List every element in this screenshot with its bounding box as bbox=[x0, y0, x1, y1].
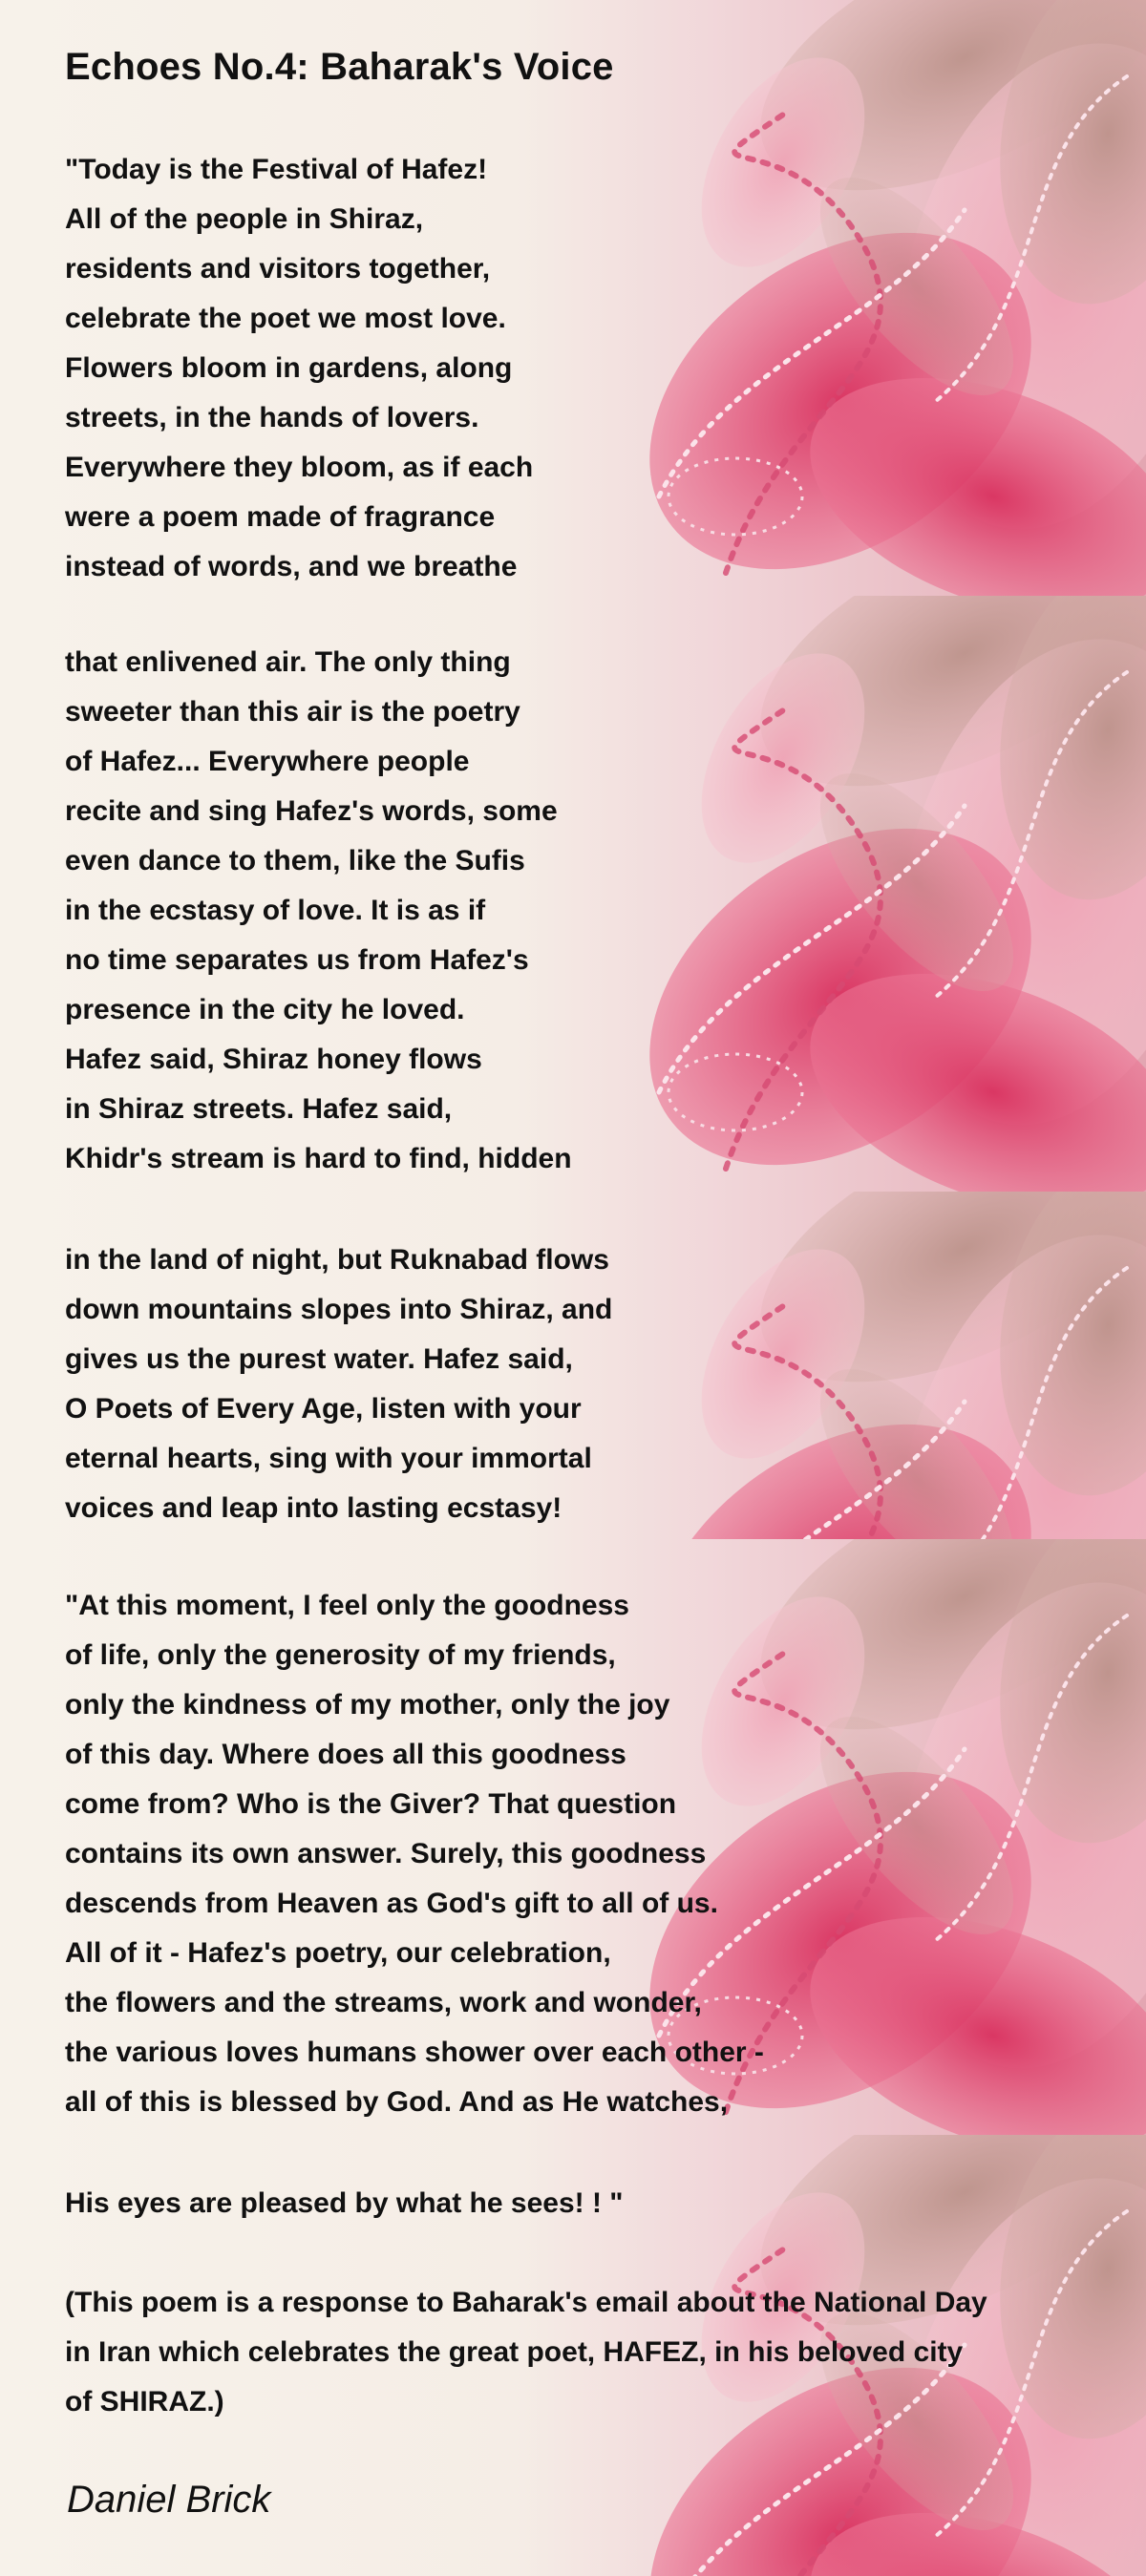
poem-stanza bbox=[65, 2179, 624, 2228]
poem-line: All of the people in Shiraz, bbox=[65, 203, 424, 235]
poem-line: were a poem made of fragrance bbox=[65, 501, 496, 533]
poem-line: in the ecstasy of love. It is as if bbox=[65, 895, 486, 926]
poem-line: that enlivened air. The only thing bbox=[65, 646, 511, 678]
poem-line: voices and leap into lasting ecstasy! bbox=[65, 1492, 562, 1524]
poem-line: in the land of night, but Ruknabad flows bbox=[65, 1244, 609, 1276]
poem-line: Flowers bloom in gardens, along bbox=[65, 352, 513, 384]
poem-line: instead of words, and we breathe bbox=[65, 551, 518, 582]
poem-line: contains its own answer. Surely, this goodness bbox=[65, 1838, 707, 1869]
poem-line: His eyes are pleased by what he sees! ! " bbox=[65, 2187, 624, 2219]
poem-line: streets, in the hands of lovers. bbox=[65, 402, 479, 433]
poem-line: the various loves humans shower over each other - bbox=[65, 2037, 764, 2068]
poem-line: (This poem is a response to Baharak's email about the National Day bbox=[65, 2287, 987, 2318]
poem-line: sweeter than this air is the poetry bbox=[65, 696, 520, 728]
poem-line: the flowers and the streams, work and wonder, bbox=[65, 1987, 702, 2018]
poem-line: Everywhere they bloom, as if each bbox=[65, 452, 534, 483]
poem-line: Hafez said, Shiraz honey flows bbox=[65, 1044, 482, 1075]
poem-line: gives us the purest water. Hafez said, bbox=[65, 1343, 573, 1375]
poem-line: all of this is blessed by God. And as He watches, bbox=[65, 2086, 729, 2118]
poem-line: in Shiraz streets. Hafez said, bbox=[65, 1093, 453, 1125]
poem-author: Daniel Brick bbox=[67, 2479, 271, 2521]
poem-line: Khidr's stream is hard to find, hidden bbox=[65, 1143, 572, 1174]
poem-line: descends from Heaven as God's gift to all of us. bbox=[65, 1888, 718, 1919]
poem-line: down mountains slopes into Shiraz, and bbox=[65, 1294, 613, 1325]
poem-line: even dance to them, like the Sufis bbox=[65, 845, 525, 876]
poem-line: in Iran which celebrates the great poet, HAFEZ, in his beloved city bbox=[65, 2336, 964, 2368]
poem-line: of SHIRAZ.) bbox=[65, 2386, 224, 2418]
poem-stanza bbox=[65, 145, 533, 592]
poem-line: presence in the city he loved. bbox=[65, 994, 465, 1025]
poem-line: residents and visitors together, bbox=[65, 253, 491, 285]
poem-line: O Poets of Every Age, listen with your bbox=[65, 1393, 582, 1425]
poem-line: of this day. Where does all this goodness bbox=[65, 1739, 626, 1770]
poem-line: eternal hearts, sing with your immortal bbox=[65, 1443, 592, 1474]
poem-line: come from? Who is the Giver? That question bbox=[65, 1788, 677, 1820]
poem-title: Echoes No.4: Baharak's Voice bbox=[65, 46, 614, 88]
poem-line: "Today is the Festival of Hafez! bbox=[65, 154, 488, 185]
poem-line: celebrate the poet we most love. bbox=[65, 303, 506, 334]
poem-line: of life, only the generosity of my friends, bbox=[65, 1639, 616, 1671]
poem-note bbox=[65, 2278, 987, 2427]
poem-stanza bbox=[65, 1235, 612, 1533]
poem-line: recite and sing Hafez's words, some bbox=[65, 795, 558, 827]
poem-line: All of it - Hafez's poetry, our celebration, bbox=[65, 1937, 611, 1969]
poem-stanza bbox=[65, 638, 572, 1184]
poem-line: no time separates us from Hafez's bbox=[65, 944, 529, 976]
poem-stanza bbox=[65, 1581, 764, 2127]
poem-line: of Hafez... Everywhere people bbox=[65, 746, 470, 777]
poem-line: only the kindness of my mother, only the joy bbox=[65, 1689, 670, 1721]
poem-line: "At this moment, I feel only the goodness bbox=[65, 1590, 629, 1621]
